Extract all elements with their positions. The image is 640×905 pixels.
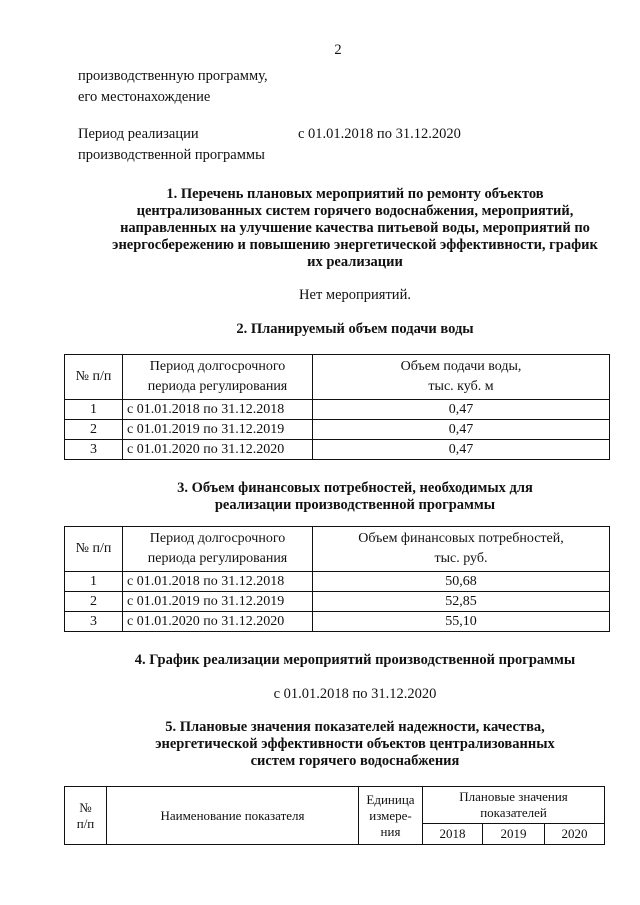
row-value: 0,47: [313, 400, 610, 420]
row-period: с 01.01.2019 по 31.12.2019: [123, 592, 313, 612]
col-unit-header-line: ния: [380, 823, 401, 839]
row-value: 52,85: [313, 592, 610, 612]
row-period: с 01.01.2018 по 31.12.2018: [123, 572, 313, 592]
section3-title-line: 3. Объем финансовых потребностей, необходимых для: [177, 480, 533, 496]
section1-title-line: централизованных систем горячего водоснабжения, мероприятий,: [136, 203, 574, 219]
table-row: [65, 440, 610, 460]
col-unit-header-line: Единица: [366, 791, 415, 807]
row-number: 1: [65, 572, 123, 592]
section1-title: [60, 186, 640, 271]
col-value-header: [313, 527, 610, 572]
row-number: 3: [65, 612, 123, 632]
col-number-header-line: п/п: [76, 815, 95, 831]
water-volume-table: [64, 354, 610, 460]
col-value-header-line: Объем подачи воды,: [400, 359, 522, 374]
header-line-1: производственную программу,: [78, 68, 268, 84]
year-header: 2018: [423, 824, 483, 845]
section2-title: 2. Планируемый объем подачи воды: [236, 321, 474, 337]
section3-title-line: реализации производственной программы: [214, 497, 496, 513]
col-period-header-line: Период долгосрочного: [149, 359, 286, 374]
section4-period: с 01.01.2018 по 31.12.2020: [273, 686, 437, 702]
row-value: 0,47: [313, 420, 610, 440]
row-period: с 01.01.2020 по 31.12.2020: [123, 612, 313, 632]
year-header: 2020: [545, 824, 605, 845]
row-period: с 01.01.2020 по 31.12.2020: [123, 440, 313, 460]
row-value: 55,10: [313, 612, 610, 632]
col-number-header: № п/п: [65, 527, 123, 572]
financial-needs-table: [64, 526, 610, 632]
header-line-2: его местонахождение: [78, 89, 211, 105]
row-period: с 01.01.2019 по 31.12.2019: [123, 420, 313, 440]
table-header-row: [65, 527, 610, 572]
row-period: с 01.01.2018 по 31.12.2018: [123, 400, 313, 420]
col-name-header: Наименование показателя: [107, 787, 359, 845]
col-value-header-line: Объем финансовых потребностей,: [358, 531, 564, 546]
col-period-header-line: Период долгосрочного: [149, 531, 286, 546]
row-number: 2: [65, 420, 123, 440]
section5-title-line: 5. Плановые значения показателей надежности, качества,: [165, 719, 545, 735]
table-row: [65, 420, 610, 440]
period-label-1: Период реализации: [78, 126, 199, 142]
section3-title: [60, 480, 640, 514]
row-number: 2: [65, 592, 123, 612]
table-header-row: [65, 787, 605, 824]
col-number-header-line: №: [79, 799, 92, 815]
page-number: 2: [334, 42, 342, 58]
table-row: [65, 572, 610, 592]
col-unit-header-line: измере-: [369, 807, 412, 823]
row-value: 50,68: [313, 572, 610, 592]
year-header: 2019: [483, 824, 545, 845]
row-value: 0,47: [313, 440, 610, 460]
row-number: 1: [65, 400, 123, 420]
col-plan-header-line: Плановые значения: [459, 789, 568, 804]
col-period-header-line: периода регулирования: [147, 551, 288, 566]
section5-title: [60, 719, 640, 770]
row-number: 3: [65, 440, 123, 460]
period-value: с 01.01.2018 по 31.12.2020: [298, 126, 461, 142]
section5-title-line: систем горячего водоснабжения: [250, 753, 460, 769]
table-row: [65, 612, 610, 632]
table-row: [65, 400, 610, 420]
table-row: [65, 592, 610, 612]
col-plan-header-line: показателей: [480, 805, 547, 820]
section4-title: 4. График реализации мероприятий производственной программы: [134, 652, 576, 668]
col-period-header: [123, 355, 313, 400]
col-number-header: [65, 787, 107, 845]
table-header-row: [65, 355, 610, 400]
section1-title-line: энергосбережению и повышению энергетической эффективности, график: [112, 237, 598, 253]
section1-title-line: направленных на улучшение качества питьевой воды, мероприятий по: [120, 220, 590, 236]
col-value-header-line: тыс. руб.: [434, 551, 488, 566]
indicators-table: [64, 786, 605, 845]
col-period-header-line: периода регулирования: [147, 379, 288, 394]
col-period-header: [123, 527, 313, 572]
section1-title-line: их реализации: [307, 254, 403, 270]
section5-title-line: энергетической эффективности объектов централизованных: [155, 736, 555, 752]
period-label-2: производственной программы: [78, 147, 265, 163]
col-plan-header: [423, 787, 605, 824]
section1-title-line: 1. Перечень плановых мероприятий по ремонту объектов: [166, 186, 544, 202]
col-value-header: [313, 355, 610, 400]
col-number-header: № п/п: [65, 355, 123, 400]
col-unit-header: [359, 787, 423, 845]
col-value-header-line: тыс. куб. м: [428, 379, 494, 394]
section1-text: Нет мероприятий.: [299, 287, 411, 303]
